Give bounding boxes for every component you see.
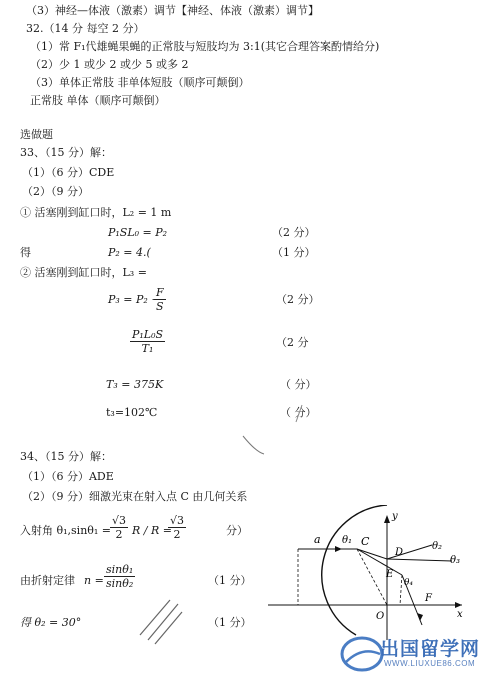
q34-eq1-frac2-den: 2 (173, 528, 181, 541)
label-theta3: θ₃ (450, 555, 461, 566)
x-axis-arrow-icon (455, 602, 462, 608)
q33-eq1: P₁SL₀ = P₂ (108, 226, 168, 239)
outgoing-ray-theta2 (387, 545, 432, 559)
q33-eq3-score: （2 分） (276, 293, 320, 306)
optics-diagram (262, 505, 472, 645)
q34-eq2-left: n = (84, 574, 104, 587)
label-a: a (314, 533, 321, 546)
q33-eq2: P₂ = 4.( (108, 246, 151, 259)
label-O: O (376, 611, 385, 622)
stray-mark-3 (155, 612, 182, 644)
q34-eq1-frac1-den: 2 (115, 528, 123, 541)
incident-ray-arrow-icon (335, 546, 342, 552)
q32-header: 32.（14 分 每空 2 分） (26, 22, 145, 35)
q33-eq3-left: P₃ = P₂ − (108, 293, 161, 306)
label-C: C (361, 535, 370, 548)
label-x: x (457, 609, 463, 620)
q34-eq1-frac1-num: √3 (112, 514, 127, 527)
watermark-title: 出国留学网 (380, 638, 481, 660)
stray-mark-5 (296, 405, 302, 422)
q32-part2: （2）少 1 或少 2 或少 5 或多 2 (30, 58, 189, 71)
q33-eq2-score: （1 分） (272, 246, 316, 259)
q33-step1: ① 活塞刚到缸口时，L₂ = 1 m (20, 206, 172, 219)
outgoing-ray-theta3 (387, 559, 452, 561)
q33-de-label: 得 (20, 246, 31, 259)
label-y: y (392, 511, 398, 522)
q33-header: 33、（15 分）解： (20, 146, 112, 159)
label-theta2: θ₂ (432, 541, 443, 552)
q34-eq1-frac2-num: √3 (170, 514, 185, 527)
q33-part1: （1）（6 分）CDE (22, 166, 115, 179)
q34-eq2-num: sinθ₁ (106, 563, 134, 576)
q32-part3: （3）单体正常肢 非单体短肢（顺序可颠倒） (30, 76, 250, 89)
q34-eq3-score: （1 分） (208, 616, 252, 629)
label-D: D (395, 547, 404, 558)
q33-eq5-score: （ 分） (280, 378, 317, 391)
q34-eq1-mid: R / R = (132, 524, 172, 537)
q34-eq2-score: （1 分） (208, 574, 252, 587)
elective-heading: 选做题 (20, 128, 53, 141)
guide-dashed-e (400, 575, 402, 605)
q33-eq3-den: S (156, 300, 164, 313)
q34-eq3: 得 θ₂ = 30° (20, 616, 82, 629)
q33-eq5: T₃ = 375K (106, 378, 164, 391)
q34-part2: （2）（9 分）细激光束在射入点 C 由几何关系 (22, 490, 248, 503)
stray-mark-1 (140, 600, 170, 635)
q33-part2: （2）（9 分） (22, 185, 89, 198)
ray-ef-arrow-icon (417, 613, 423, 621)
q32-part3-cont: 正常肢 单体（顺序可颠倒） (30, 94, 166, 107)
label-theta1: θ₁ (342, 535, 353, 546)
stray-mark-4 (243, 436, 264, 454)
watermark-globe-icon (342, 638, 382, 670)
q33-eq4-score: （2 分 (276, 336, 309, 349)
q33-eq6-score: （ 分） (280, 406, 317, 419)
q34-eq2-label: 由折射定律 (20, 574, 75, 587)
q33-step2: ② 活塞刚到缸口时，L₃ = (20, 266, 147, 279)
q33-eq1-score: （2 分） (272, 226, 316, 239)
q32-part1: （1）常 F₁代雄蝇果蝇的正常肢与短肢均为 3:1(其它合理答案酌情给分) (30, 40, 380, 53)
q33-eq6: t₃=102℃ (106, 406, 158, 419)
q33-eq4-num: P₁L₀S (132, 328, 164, 341)
label-E: E (386, 569, 394, 580)
q34-eq2-den: sinθ₂ (106, 577, 134, 590)
q33-eq3-num: F (156, 286, 164, 299)
q34-part1: （1）（6 分）ADE (22, 470, 114, 483)
label-theta4: θ₄ (404, 578, 414, 588)
q34-eq1-left: 入射角 θ₁,sinθ₁ = (20, 524, 112, 537)
q33-eq4-den: T₁ (141, 342, 154, 355)
q34-header: 34、（15 分）解： (20, 450, 112, 463)
answer-line-1: （3）神经—体液（激素）调节【神经、体液（激素）调节】 (26, 4, 319, 17)
watermark-url: WWW.LIUXUE86.COM (384, 659, 476, 668)
y-axis-arrow-icon (384, 515, 390, 523)
watermark-swoosh-icon (346, 651, 380, 662)
label-F: F (425, 593, 432, 604)
q34-eq1-score: 分） (226, 524, 248, 537)
